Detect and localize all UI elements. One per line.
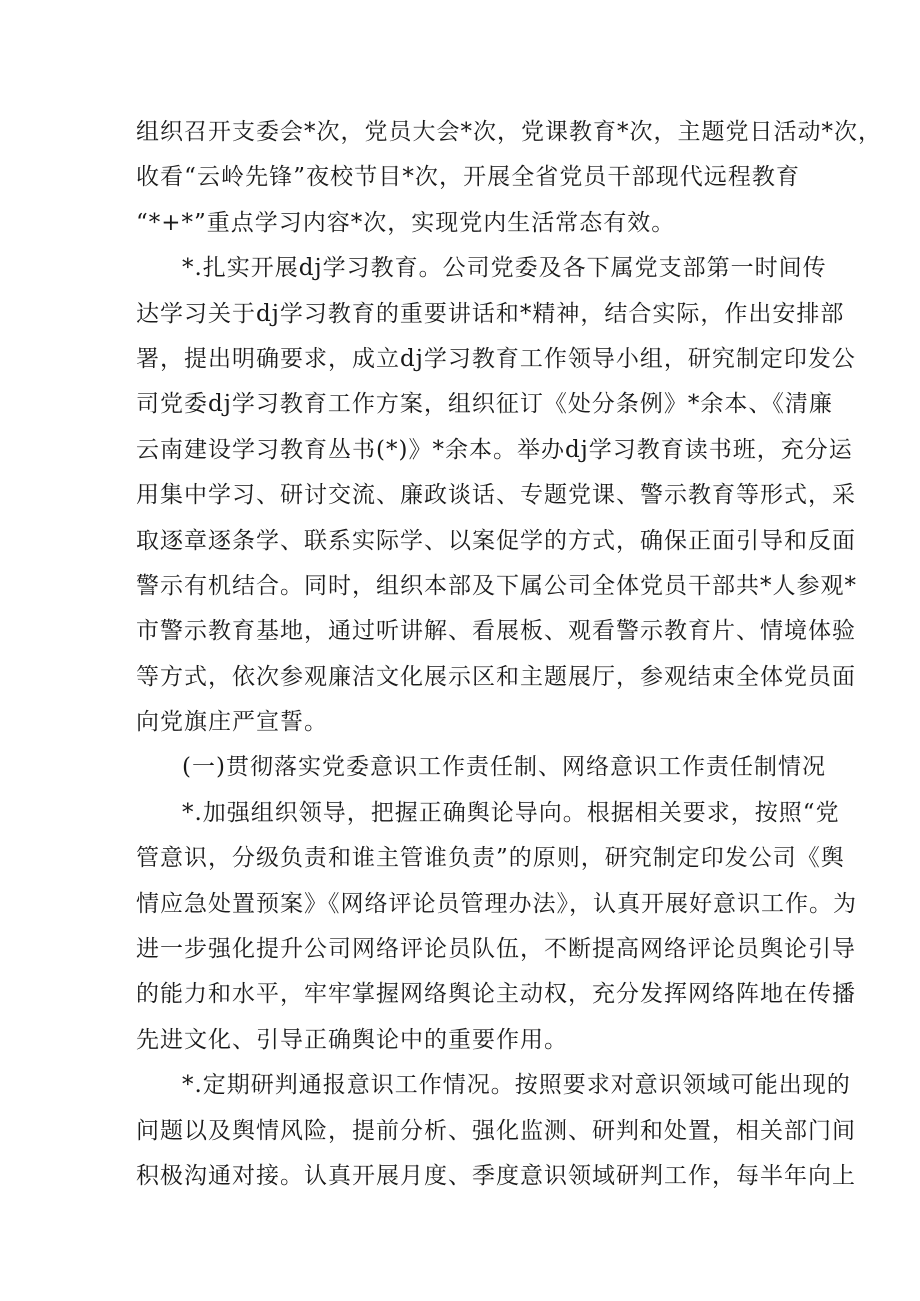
- section-heading: (一)贯彻落实党委意识工作责任制、网络意识工作责任制情况: [182, 754, 826, 781]
- text-line: 用集中学习、研讨交流、廉政谈话、专题党课、警示教育等形式，采: [136, 482, 856, 509]
- text-line: 署，提出明确要求，成立dj学习教育工作领导小组，研究制定印发公: [136, 345, 856, 372]
- text-line: *.加强组织领导，把握正确舆论导向。根据相关要求，按照“党: [182, 799, 840, 826]
- text-line: *.扎实开展dj学习教育。公司党委及各下属党支部第一时间传: [182, 255, 827, 282]
- text-line: 组织召开支委会*次，党员大会*次，党课教育*次，主题党日活动*次，: [136, 119, 882, 145]
- text-line: 警示有机结合。同时，组织本部及下属公司全体党员干部共*人参观*: [136, 572, 857, 599]
- text-line: 的能力和水平，牢牢掌握网络舆论主动权，充分发挥网络阵地在传播: [136, 981, 856, 1008]
- text-line: 先进文化、引导正确舆论中的重要作用。: [136, 1026, 568, 1053]
- text-line: *.定期研判通报意识工作情况。按照要求对意识领域可能出现的: [182, 1072, 851, 1099]
- text-line: 等方式，依次参观廉洁文化展示区和主题展厅，参观结束全体党员面: [136, 663, 856, 690]
- text-line: 取逐章逐条学、联系实际学、以案促学的方式，确保正面引导和反面: [136, 527, 856, 554]
- text-line: 向党旗庄严宣誓。: [136, 709, 328, 736]
- text-line: 市警示教育基地，通过听讲解、看展板、观看警示教育片、情境体验: [136, 618, 856, 645]
- text-line: 积极沟通对接。认真开展月度、季度意识领域研判工作，每半年向上: [136, 1162, 856, 1189]
- text-line: “*+*”重点学习内容*次，实现党内生活常态有效。: [136, 209, 676, 236]
- text-line: 达学习关于dj学习教育的重要讲话和*精神，结合实际，作出安排部: [136, 300, 845, 327]
- text-line: 进一步强化提升公司网络评论员队伍，不断提高网络评论员舆论引导: [136, 936, 856, 963]
- paragraph-3: [136, 791, 857, 1063]
- paragraph-4: [136, 1063, 856, 1199]
- text-line: 管意识，分级负责和谁主管谁负责”的原则，研究制定印发公司《舆: [136, 845, 845, 872]
- text-line: 云南建设学习教育丛书(*)》*余本。举办dj学习教育读书班，充分运: [136, 436, 853, 463]
- text-line: 情应急处置预案》《网络评论员管理办法》，认真开展好意识工作。为: [136, 890, 857, 917]
- text-line: 收看“云岭先锋”夜校节目*次，开展全省党员干部现代远程教育: [136, 164, 800, 191]
- paragraph-2: [136, 246, 857, 745]
- paragraph-1: [136, 110, 882, 246]
- text-line: 司党委dj学习教育工作方案，组织征订《处分条例》*余本、《清廉: [136, 391, 833, 418]
- text-line: 问题以及舆情风险，提前分析、强化监测、研判和处置，相关部门间: [136, 1117, 856, 1144]
